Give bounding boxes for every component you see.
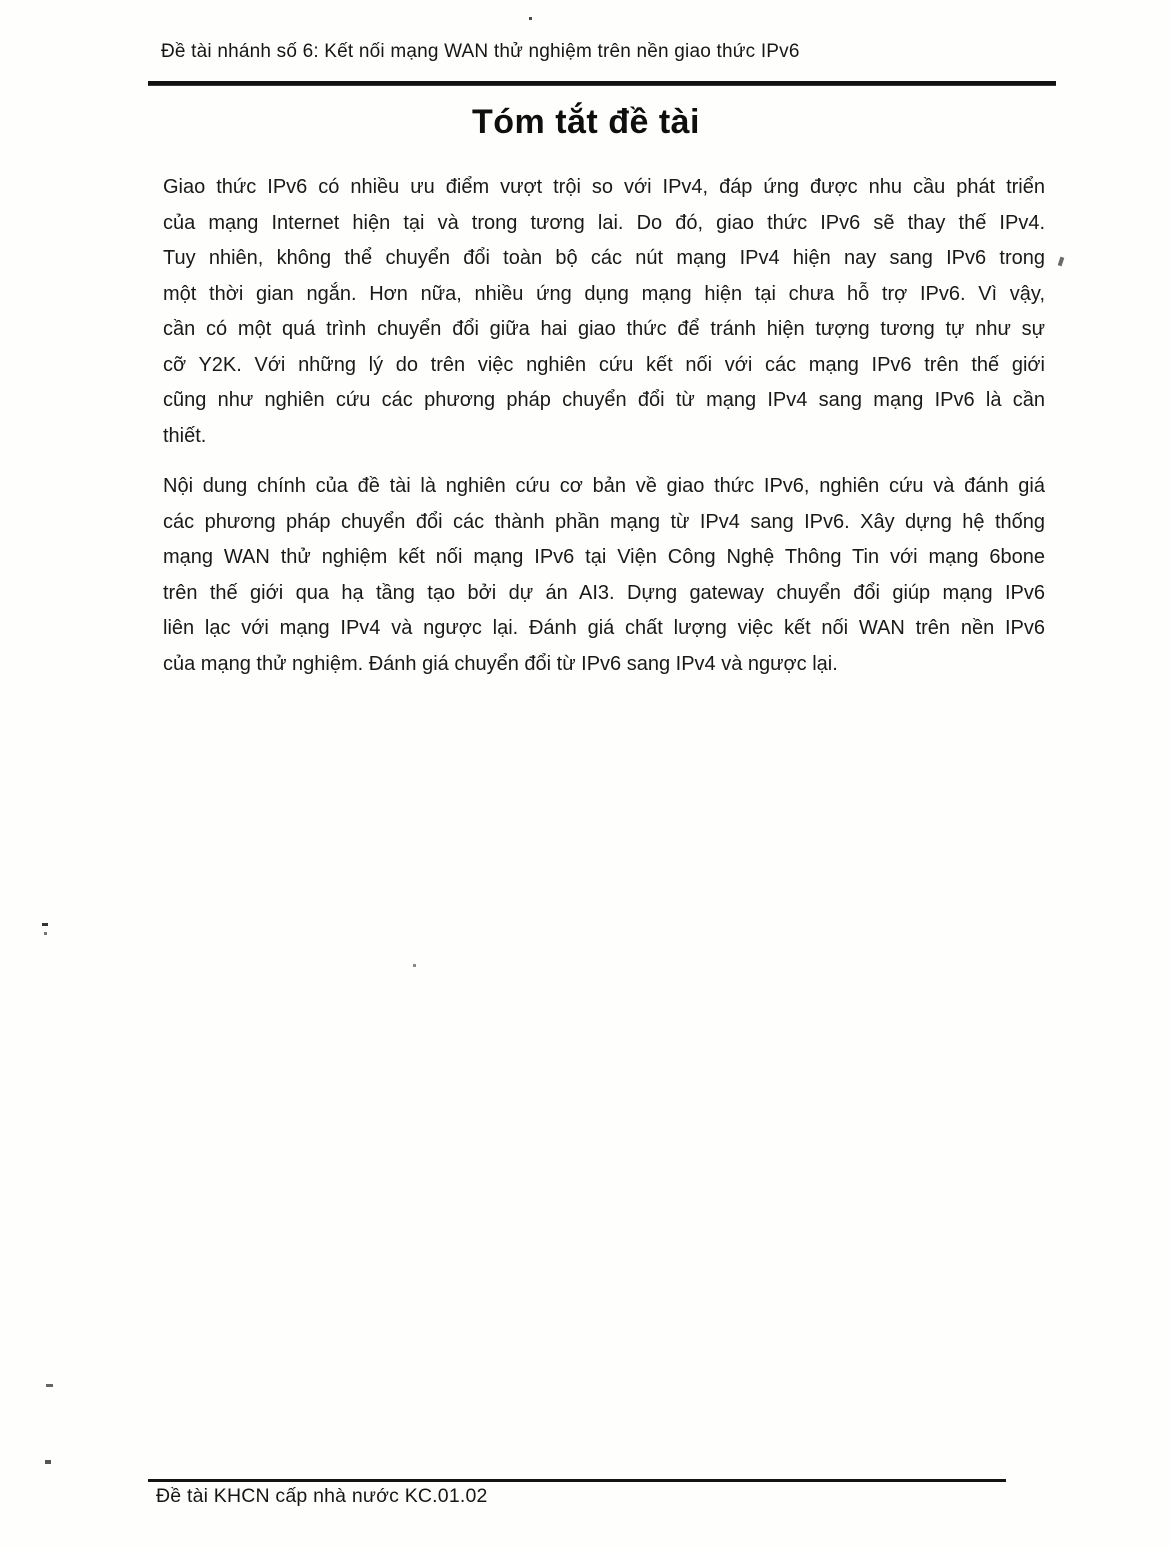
abstract-paragraph-1	[163, 170, 1045, 454]
paragraph-line: cần có một quá trình chuyển đổi giữa hai giao thức để tránh hiện tượng tương tự như sự	[163, 318, 1045, 340]
paragraph-line: Giao thức IPv6 có nhiều ưu điểm vượt trội so với IPv4, đáp ứng được nhu cầu phát triển	[163, 176, 1045, 198]
paragraph-line: trên thế giới qua hạ tầng tạo bởi dự án AI3. Dựng gateway chuyển đổi giúp mạng IPv6	[163, 581, 1045, 604]
header-divider-line	[148, 81, 1056, 86]
paragraph-line: các phương pháp chuyển đổi các thành phần mạng từ IPv4 sang IPv6. Xây dựng hệ thống	[163, 510, 1045, 533]
scan-artifact-dot	[413, 964, 416, 967]
scan-artifact-mark	[1058, 257, 1065, 267]
scan-artifact-dot	[42, 923, 48, 926]
paragraph-line: cỡ Y2K. Với những lý do trên việc nghiên cứu kết nối với các mạng IPv6 trên thế giới	[163, 353, 1045, 376]
paragraph-line: Nội dung chính của đề tài là nghiên cứu cơ bản về giao thức IPv6, nghiên cứu và đánh giá	[163, 475, 1045, 497]
abstract-paragraph-2	[163, 469, 1045, 682]
paragraph-line: thiết.	[163, 424, 207, 447]
paragraph-line: cũng như nghiên cứu các phương pháp chuyển đổi từ mạng IPv4 sang mạng IPv6 là cần	[163, 389, 1045, 411]
scan-artifact-dot	[46, 1384, 53, 1387]
scan-artifact-dot	[45, 1460, 51, 1464]
page-header-running-title: Đề tài nhánh số 6: Kết nối mạng WAN thử nghiệm trên nền giao thức IPv6	[161, 41, 800, 62]
paragraph-line: Tuy nhiên, không thể chuyển đổi toàn bộ các nút mạng IPv4 hiện nay sang IPv6 trong	[163, 247, 1045, 269]
paragraph-line: của mạng Internet hiện tại và trong tương lai. Do đó, giao thức IPv6 sẽ thay thế IPv4.	[163, 211, 1045, 234]
page-footer-project-code: Đề tài KHCN cấp nhà nước KC.01.02	[156, 1485, 488, 1507]
paragraph-line: liên lạc với mạng IPv4 và ngược lại. Đánh giá chất lượng việc kết nối WAN trên nền IPv6	[163, 617, 1045, 639]
paragraph-line: mạng WAN thử nghiệm kết nối mạng IPv6 tại Viện Công Nghệ Thông Tin với mạng 6bone	[163, 546, 1045, 568]
footer-divider-line	[148, 1479, 1006, 1482]
paragraph-line: của mạng thử nghiệm. Đánh giá chuyển đổi từ IPv6 sang IPv4 và ngược lại.	[163, 652, 838, 675]
paragraph-line: một thời gian ngắn. Hơn nữa, nhiều ứng dụng mạng hiện tại chưa hỗ trợ IPv6. Vì vậy,	[163, 282, 1045, 305]
scan-artifact-dot	[44, 932, 47, 935]
page-title: Tóm tắt đề tài	[471, 103, 701, 141]
scan-artifact-dot	[529, 17, 532, 20]
